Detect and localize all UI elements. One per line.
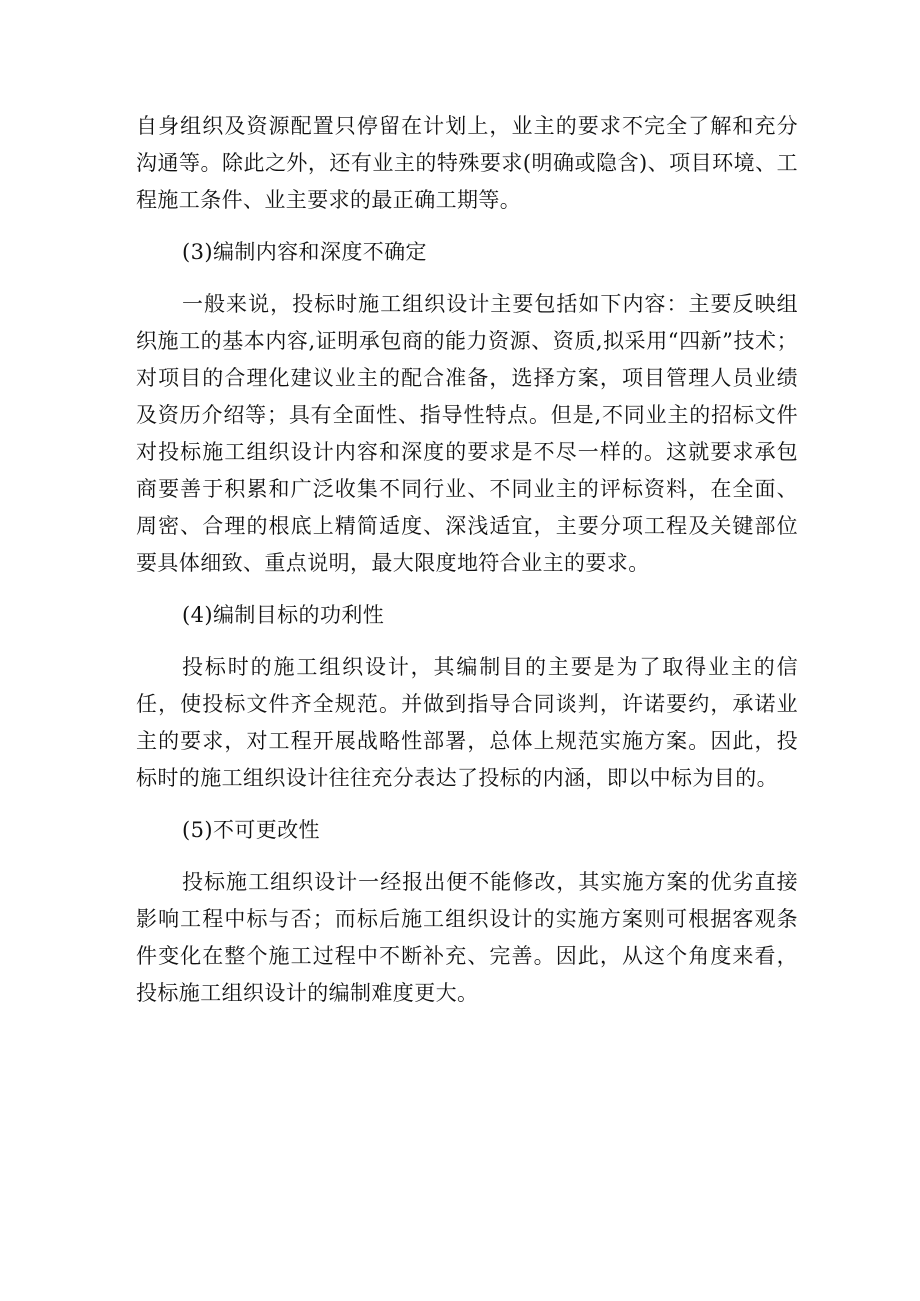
paragraph-intro-continued: 自身组织及资源配置只停留在计划上，业主的要求不完全了解和充分沟通等。除此之外，还有业主的特殊要求(明确或隐含)、项目环境、工程施工条件、业主要求的最正确工期等。: [136, 114, 798, 212]
paragraph-content-depth: 一般来说，投标时施工组织设计主要包括如下内容：主要反映组织施工的基本内容,证明承包商的能力资源、资质,拟采用“四新”技术；对项目的合理化建议业主的配合准备，选择方案，项目管理人员业绩及资历介绍等；具有全面性、指导性特点。但是,不同业主的招标文件对投标施工组织设计内容和深度的要求是不尽一样的。这就要求承包商要善于积累和广泛收集不同行业、不同业主的评标资料，在全面、周密、合理的根底上精简适度、深浅适宜，主要分项工程及关键部位要具体细致、重点说明，最大限度地符合业主的要求。: [136, 292, 798, 575]
document-body: [136, 108, 798, 1012]
section-heading-5: (5)不可更改性: [182, 818, 320, 842]
paragraph-unchangeable: 投标施工组织设计一经报出便不能修改，其实施方案的优劣直接影响工程中标与否；而标后施工组织设计的实施方案则可根据客观条件变化在整个施工过程中不断补充、完善。因此，从这个角度来看，投标施工组织设计的编制难度更大。: [136, 870, 798, 1005]
section-heading-4: (4)编制目标的功利性: [182, 603, 385, 627]
section-heading-3: (3)编制内容和深度不确定: [182, 240, 427, 264]
paragraph-objective: 投标时的施工组织设计，其编制目的主要是为了取得业主的信任，使投标文件齐全规范。并做到指导合同谈判，许诺要约，承诺业主的要求，对工程开展战略性部署，总体上规范实施方案。因此，投标时的施工组织设计往往充分表达了投标的内涵，即以中标为目的。: [136, 655, 798, 790]
